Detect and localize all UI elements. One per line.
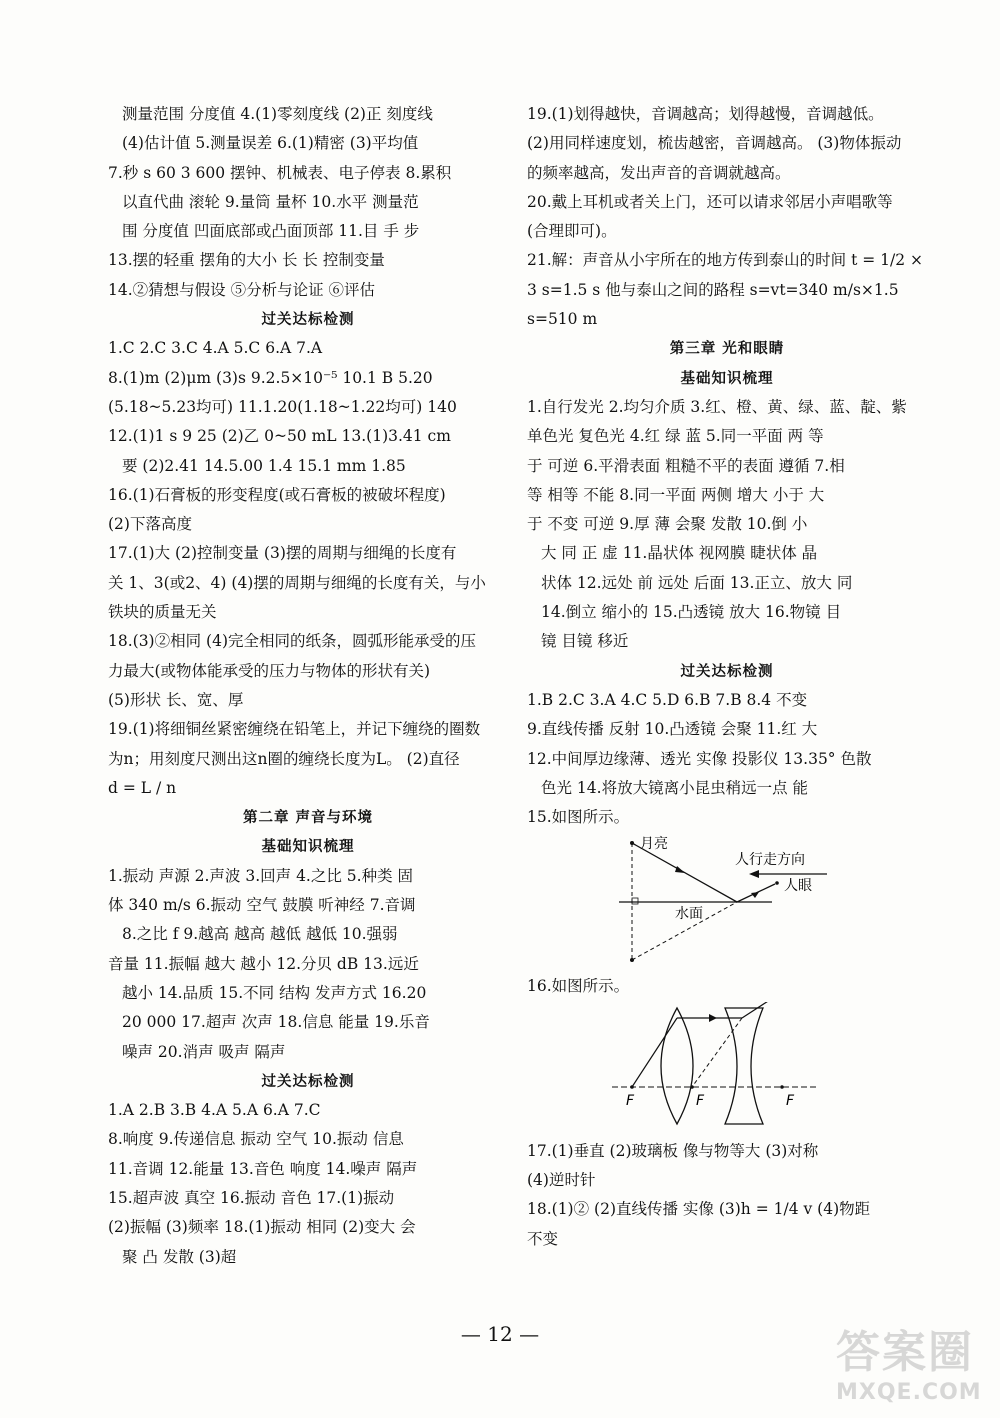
answer-line: 体 340 m/s 6.振动 空气 鼓膜 听神经 7.音调 xyxy=(108,896,416,915)
answer-line: (4)逆时针 xyxy=(527,1171,596,1190)
answer-line: 1.自行发光 2.均匀介质 3.红、橙、黄、绿、蓝、靛、紫 xyxy=(527,397,907,416)
section-heading: 基础知识梳理 xyxy=(261,838,355,856)
watermark-line2: MXQE.COM xyxy=(836,1380,982,1405)
left-mid-block xyxy=(108,334,508,803)
right-line-16 xyxy=(527,972,927,1001)
answer-line: s=510 m xyxy=(527,310,598,329)
focal-point xyxy=(780,1085,784,1089)
moon-label: 月亮 xyxy=(640,836,668,853)
figure-15-reflection-diagram xyxy=(527,832,927,972)
answer-line: 色光 14.将放大镜离小昆虫稍远一点 能 xyxy=(541,778,809,797)
left-chapter2-block xyxy=(108,862,508,1067)
right-top-block xyxy=(527,100,927,334)
right-column xyxy=(527,100,927,1254)
answer-line: 19.(1)划得越快，音调越高；划得越慢，音调越低。 xyxy=(527,105,884,123)
answer-line: 等 相等 不能 8.同一平面 两侧 增大 小于 大 xyxy=(527,485,825,504)
answer-line: (2)用同样速度划，梳齿越密，音调越高。 (3)物体振动 xyxy=(527,134,902,153)
answer-line: 单色光 复色光 4.红 绿 蓝 5.同一平面 两 等 xyxy=(527,427,824,446)
answer-line: (5)形状 长、宽、厚 xyxy=(108,690,244,709)
answer-line: 要 (2)2.41 14.5.00 1.4 15.1 mm 1.85 xyxy=(122,456,406,475)
focal-label: F xyxy=(626,1092,635,1109)
answer-line: 力最大(或物体能承受的压力与物体的形状有关) xyxy=(108,661,431,680)
answer-line: 7.秒 s 60 3 600 摆钟、机械表、电子停表 8.累积 xyxy=(108,163,452,182)
answer-line: 12.(1)1 s 9 25 (2)乙 0~50 mL 13.(1)3.41 cm xyxy=(108,427,451,446)
watermark-line1: 答案圈 xyxy=(836,1327,974,1378)
answer-line: 20.戴上耳机或者关上门，还可以请求邻居小声唱歌等 xyxy=(527,192,893,211)
page-number: — 12 — xyxy=(460,1322,540,1346)
answer-line: 13.摆的轻重 摆角的大小 长 长 控制变量 xyxy=(108,251,385,270)
answer-line: 测量范围 分度值 4.(1)零刻度线 (2)正 刻度线 xyxy=(122,105,433,123)
water-label: 水面 xyxy=(675,906,703,923)
answer-line: d = L / n xyxy=(108,778,177,797)
answer-line: 8.之比 f 9.越高 越高 越低 越低 10.强弱 xyxy=(122,925,398,944)
answer-line: 14.②猜想与假设 ⑤分析与论证 ⑥评估 xyxy=(108,280,376,299)
answer-line: 音量 11.振幅 越大 越小 12.分贝 dB 13.远近 xyxy=(108,954,419,973)
section-heading: 过关达标检测 xyxy=(261,311,355,329)
lens-diagram-svg xyxy=(527,1002,927,1137)
answer-line: 不变 xyxy=(527,1229,559,1248)
figure-16-lens-diagram xyxy=(527,1002,927,1137)
answer-line: 噪声 20.消声 吸声 隔声 xyxy=(122,1042,286,1061)
answer-line: 1.B 2.C 3.A 4.C 5.D 6.B 7.B 8.4 不变 xyxy=(527,690,808,709)
answer-line: 16.(1)石膏板的形变程度(或石膏板的被破坏程度) xyxy=(108,485,446,504)
answer-line: 于 不变 可逆 9.厚 薄 会聚 发散 10.倒 小 xyxy=(527,515,808,534)
answer-line: 围 分度值 凹面底部或凸面顶部 11.目 手 步 xyxy=(122,222,420,241)
eye-label: 人眼 xyxy=(784,878,812,895)
answer-line: (5.18~5.23均可) 11.1.20(1.18~1.22均可) 140 xyxy=(108,397,457,416)
section-heading: 过关达标检测 xyxy=(680,662,774,680)
section-heading: 过关达标检测 xyxy=(261,1072,355,1090)
focal-point xyxy=(690,1085,694,1089)
answer-line: (4)估计值 5.测量误差 6.(1)精密 (3)平均值 xyxy=(122,134,419,153)
chapter-title: 第三章 光和眼睛 xyxy=(669,340,785,358)
right-angle-mark xyxy=(632,898,638,904)
answer-line: 关 1、3(或2、4) (4)摆的周期与细绳的长度有关，与小 xyxy=(108,573,486,592)
answer-line: 3 s=1.5 s 他与泰山之间的路程 s=vt=340 m/s×1.5 xyxy=(527,280,899,299)
answer-line: 14.倒立 缩小的 15.凸透镜 放大 16.物镜 目 xyxy=(541,603,842,622)
answer-line: 为n；用刻度尺测出这n圈的缠绕长度为L。 (2)直径 xyxy=(108,749,460,768)
answer-line: 17.(1)垂直 (2)玻璃板 像与物等大 (3)对称 xyxy=(527,1141,819,1160)
answer-line: 大 同 正 虚 11.晶状体 视网膜 睫状体 晶 xyxy=(541,544,818,563)
answer-line: 8.(1)m (2)μm (3)s 9.2.5×10⁻⁵ 10.1 B 5.20 xyxy=(108,368,433,387)
answer-line: 1.C 2.C 3.C 4.A 5.C 6.A 7.A xyxy=(108,339,323,358)
left-column xyxy=(108,100,508,1272)
answer-line: 15.超声波 真空 16.振动 音色 17.(1)振动 xyxy=(108,1188,395,1207)
answer-line: 状体 12.远处 前 远处 后面 13.正立、放大 同 xyxy=(541,573,853,592)
answer-line: 17.(1)大 (2)控制变量 (3)摆的周期与细绳的长度有 xyxy=(108,544,457,563)
right-mid-block xyxy=(527,686,927,832)
arrow-head xyxy=(749,870,759,878)
focal-label: F xyxy=(786,1092,795,1109)
concave-lens xyxy=(725,1008,763,1124)
watermark-logo xyxy=(836,1316,986,1408)
reflection-diagram-svg xyxy=(527,832,927,972)
answer-line: 20 000 17.超声 次声 18.信息 能量 19.乐音 xyxy=(122,1013,430,1032)
answer-line: 18.(3)②相同 (4)完全相同的纸条，圆弧形能承受的压 xyxy=(108,632,476,651)
spacer-line xyxy=(612,1018,677,1080)
answer-line: 铁块的质量无关 xyxy=(108,603,217,622)
answer-line: 11.音调 12.能量 13.音色 响度 14.噪声 隔声 xyxy=(108,1159,418,1178)
answer-line: (2)振幅 (3)频率 18.(1)振动 相同 (2)变大 会 xyxy=(108,1218,416,1237)
answer-line: 于 可逆 6.平滑表面 粗糙不平的表面 遵循 7.相 xyxy=(527,456,845,475)
ray-arrow xyxy=(709,1014,717,1022)
direction-label: 人行走方向 xyxy=(735,852,805,869)
answer-line: 聚 凸 发散 (3)超 xyxy=(122,1247,237,1266)
answer-line: 16.如图所示。 xyxy=(527,977,630,996)
moon-image-point xyxy=(630,958,634,962)
moon-point xyxy=(630,841,634,845)
answer-line: (2)下落高度 xyxy=(108,515,192,534)
focal-label: F xyxy=(696,1092,705,1109)
answer-line: 镜 目镜 移近 xyxy=(541,632,629,651)
answer-line: 1.A 2.B 3.B 4.A 5.A 6.A 7.C xyxy=(108,1101,321,1120)
answer-line: 21.解：声音从小宇所在的地方传到泰山的时间 t = 1/2 × xyxy=(527,251,924,270)
eye-point xyxy=(775,882,779,886)
convex-lens xyxy=(661,1008,693,1124)
answer-line: 18.(1)② (2)直线传播 实像 (3)h = 1/4 v (4)物距 xyxy=(527,1200,871,1219)
answer-line: 8.响度 9.传递信息 振动 空气 10.振动 信息 xyxy=(108,1130,404,1149)
ray-arrow xyxy=(675,866,685,873)
incident-ray xyxy=(632,1018,677,1087)
section-heading: 基础知识梳理 xyxy=(680,369,774,387)
answer-line: 越小 14.品质 15.不同 结构 发声方式 16.20 xyxy=(122,983,427,1002)
answer-line: 19.(1)将细铜丝紧密缠绕在铅笔上，并记下缠绕的圈数 xyxy=(108,720,481,739)
answer-line: 的频率越高，发出声音的音调就越高。 xyxy=(527,163,791,182)
left-top-block xyxy=(108,100,508,305)
right-chapter3-block xyxy=(527,393,927,657)
right-bottom-block xyxy=(527,1137,927,1254)
left-bottom-block xyxy=(108,1096,508,1272)
answer-line: 以直代曲 滚轮 9.量筒 量杯 10.水平 测量范 xyxy=(122,192,419,211)
answer-line: 15.如图所示。 xyxy=(527,808,630,827)
virtual-extension xyxy=(692,1018,742,1087)
answer-line: 12.中间厚边缘薄、透光 实像 投影仪 13.35° 色散 xyxy=(527,749,872,768)
chapter-title: 第二章 声音与环境 xyxy=(242,809,374,827)
answer-line: 1.振动 声源 2.声波 3.回声 4.之比 5.种类 固 xyxy=(108,866,414,885)
answer-line: (合理即可)。 xyxy=(527,222,617,241)
answer-line: 9.直线传播 反射 10.凸透镜 会聚 11.红 大 xyxy=(527,720,818,739)
focal-point xyxy=(630,1085,634,1089)
